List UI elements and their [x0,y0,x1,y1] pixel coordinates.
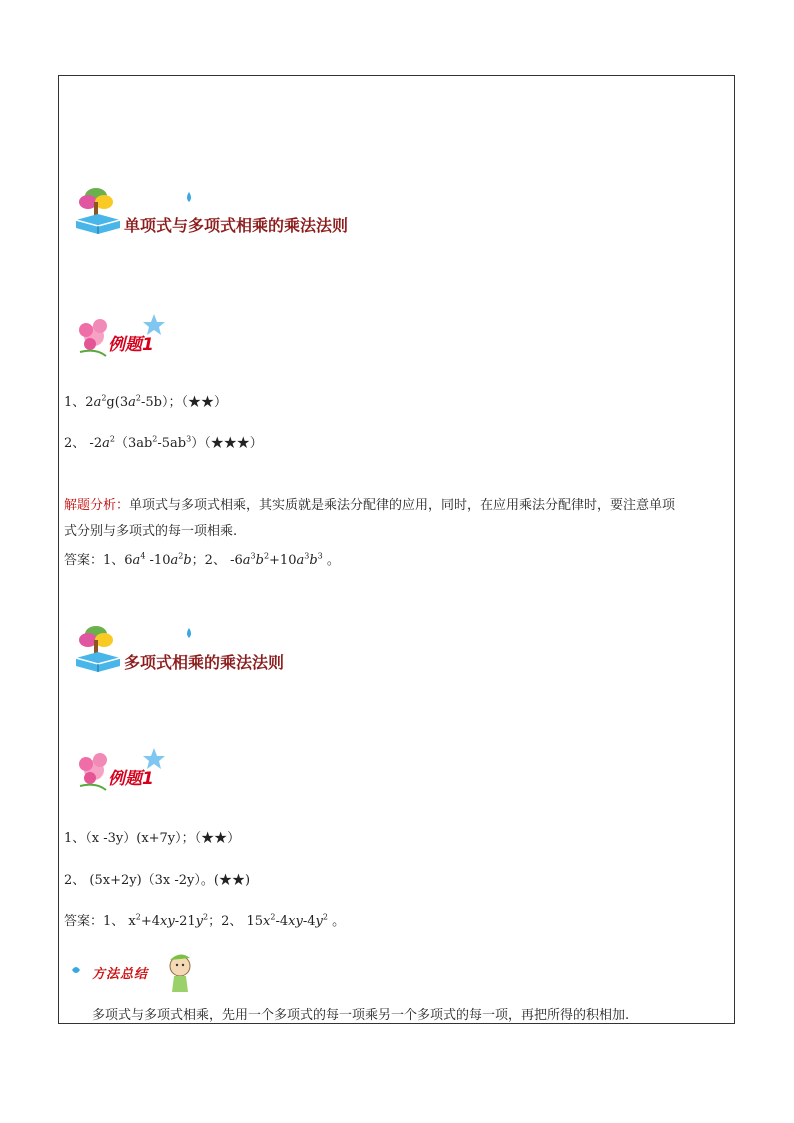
question-1: 1、$2a^2g(3a^2-5b)$；（★★） [64,393,227,410]
analysis-line-2: 式分别与多项式的每一项相乘. [64,524,238,539]
analysis-line-1: 解题分析：单项式与多项式相乘，其实质就是乘法分配律的应用，同时，在应用乘法分配律时，要注意单项 [64,498,676,513]
question-1: 1、（x -3y）(x+7y）；（★★） [64,831,241,846]
method-summary-text: 多项式与多项式相乘，先用一个多项式的每一项乘另一个多项式的每一项，再把所得的积相加. [92,1008,630,1023]
example-label: 例题1 [108,769,154,789]
question-2: 2、 $-2a^2(3ab^2-5ab^3)(★★★)$ [64,434,263,451]
question-2: 2、 (5x+2y)（3x -2y）。(★★) [64,873,251,888]
droplet-icon [184,628,194,638]
answer-2: 答案：1、 $x^2+4xy-21y^2$；2、 $15x^2-4xy-4y^2$ 。 [64,912,346,929]
answer-1: 答案：1、$6a^4$ $-10a^2b$；2、 $-6a^3b^2+10a^3b^3$ 。 [64,551,340,568]
tree-book-icon [74,186,124,238]
section2-title: 多项式相乘的乘法法则 [124,653,285,672]
method-summary-label: 方法总结 [92,967,149,982]
analysis-label: 解题分析： [64,498,130,513]
section1-title: 单项式与多项式相乘的乘法法则 [124,216,349,235]
tree-book-icon [74,624,124,676]
droplet-icon [184,192,194,202]
example-label: 例题1 [108,335,154,355]
